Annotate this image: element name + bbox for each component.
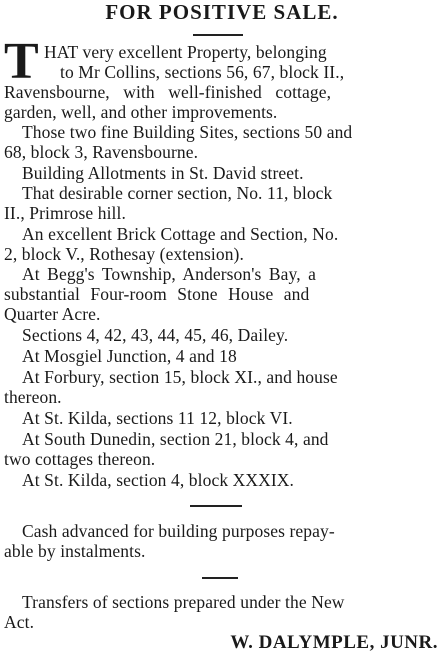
listing-5-line-1: At Begg's Township, Anderson's Bay, a (22, 264, 317, 284)
listing-8-line-1: At Forbury, section 15, block XI., and house (22, 367, 338, 387)
listing-2-line-1: Building Allotments in St. David street. (22, 163, 304, 183)
listing-1-line-2: 68, block 3, Ravensbourne. (4, 142, 199, 162)
transfers-note-line-2: Act. (4, 612, 35, 632)
intro-line-3: Ravensbourne, with well-finished cottage, (4, 82, 332, 102)
listing-5-line-3: Quarter Acre. (4, 304, 101, 324)
cash-note-line-2: able by instalments. (4, 541, 146, 561)
listing-4-line-2: 2, block V., Rothesay (extension). (4, 244, 244, 264)
listing-9-line-1: At St. Kilda, sections 11 12, block VI. (22, 408, 293, 428)
listing-11-line-1: At St. Kilda, section 4, block XXXIX. (22, 470, 295, 490)
rule-before-transfers-note (202, 577, 238, 579)
rule-before-cash-note (190, 505, 242, 507)
transfers-note-line-1: Transfers of sections prepared under the New (22, 592, 345, 612)
listing-1-line-1: Those two fine Building Sites, sections 50 and (22, 122, 353, 142)
intro-line-1: HAT very excellent Property, belonging (44, 42, 327, 62)
signature: W. DALYMPLE, JUNR. (230, 632, 438, 653)
cash-note-line-1: Cash advanced for building purposes repay- (22, 521, 335, 541)
drop-cap: T (4, 33, 39, 90)
listing-6-line-1: Sections 4, 42, 43, 44, 45, 46, Dailey. (22, 325, 289, 345)
rule-under-headline (193, 34, 243, 36)
intro-line-2: to Mr Collins, sections 56, 67, block II., (60, 62, 345, 82)
listing-8-line-2: thereon. (4, 387, 62, 407)
listing-4-line-1: An excellent Brick Cottage and Section, No. (22, 224, 339, 244)
headline: FOR POSITIVE SALE. (105, 0, 339, 24)
listing-5-line-2: substantial Four-room Stone House and (4, 284, 310, 304)
listing-10-line-2: two cottages thereon. (4, 449, 156, 469)
intro-line-4: garden, well, and other improvements. (4, 102, 278, 122)
listing-7-line-1: At Mosgiel Junction, 4 and 18 (22, 346, 237, 366)
listing-3-line-2: II., Primrose hill. (4, 203, 126, 223)
listing-3-line-1: That desirable corner section, No. 11, block (22, 183, 333, 203)
listing-10-line-1: At South Dunedin, section 21, block 4, and (22, 429, 329, 449)
